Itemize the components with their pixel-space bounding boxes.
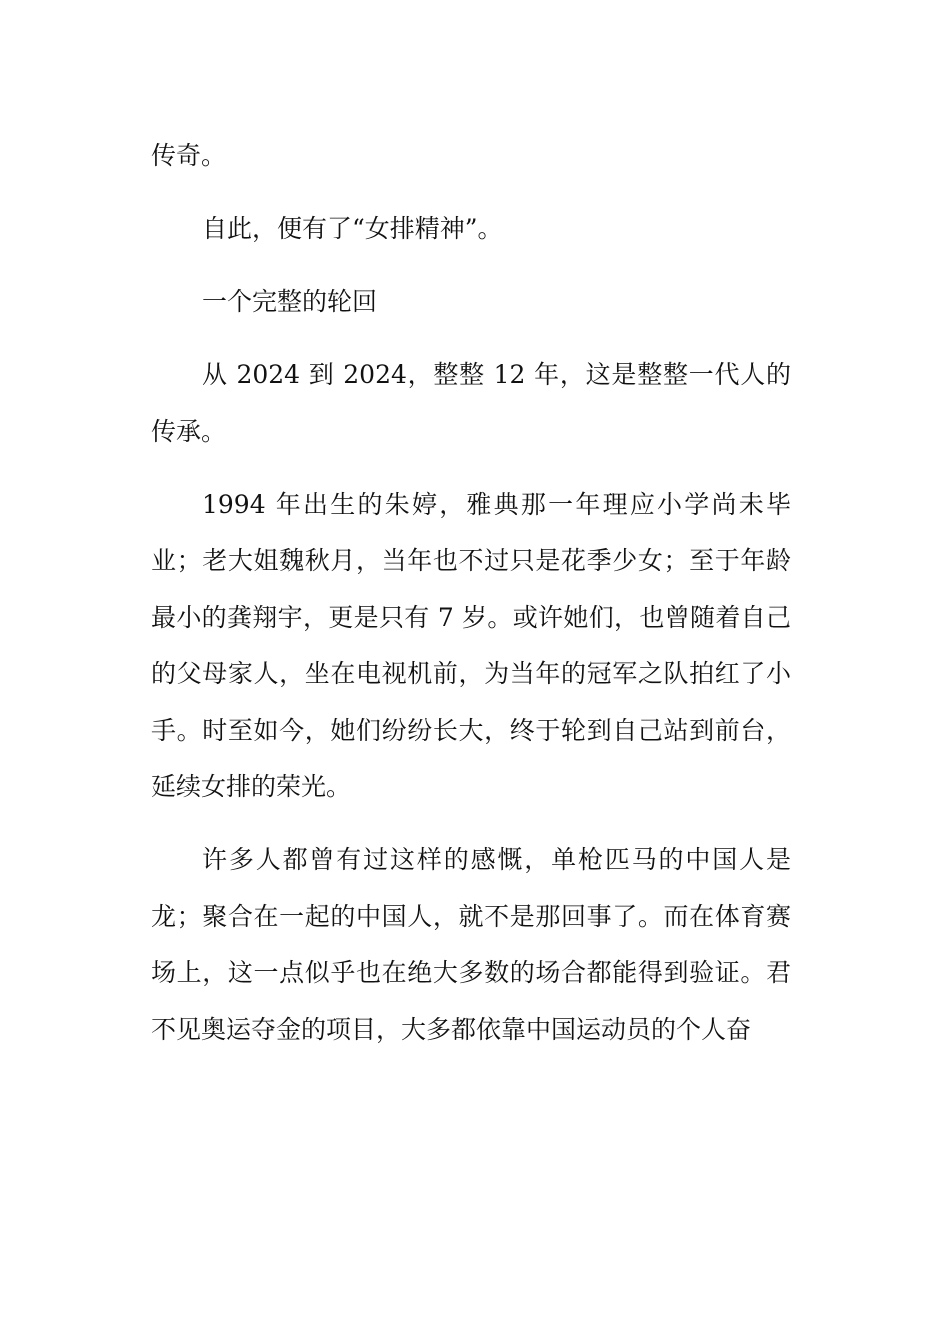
paragraph-3: 从 2024 到 2024，整整 12 年，这是整整一代人的传承。 xyxy=(151,360,791,446)
document-body xyxy=(151,128,791,1075)
paragraph-2: 自此，便有了“女排精神”。 xyxy=(202,214,503,243)
paragraph-5: 许多人都曾有过这样的感慨，单枪匹马的中国人是龙；聚合在一起的中国人，就不是那回事了。而在体育赛场上，这一点似乎也在绝大多数的场合都能得到验证。君不见奥运夺金的项目，大多都依靠中国运动员的个人奋 xyxy=(151,845,791,1044)
section-heading: 一个完整的轮回 xyxy=(202,287,378,316)
paragraph-4: 1994 年出生的朱婷，雅典那一年理应小学尚未毕业；老大姐魏秋月，当年也不过只是花季少女；至于年龄最小的龚翔宇，更是只有 7 岁。或许她们，也曾随着自己的父母家人，坐在电视机前，为当年的冠军之队拍红了小手。时至如今，她们纷纷长大，终于轮到自己站到前台，延续女排的荣光。 xyxy=(151,489,791,801)
paragraph-1: 传奇。 xyxy=(151,141,227,170)
